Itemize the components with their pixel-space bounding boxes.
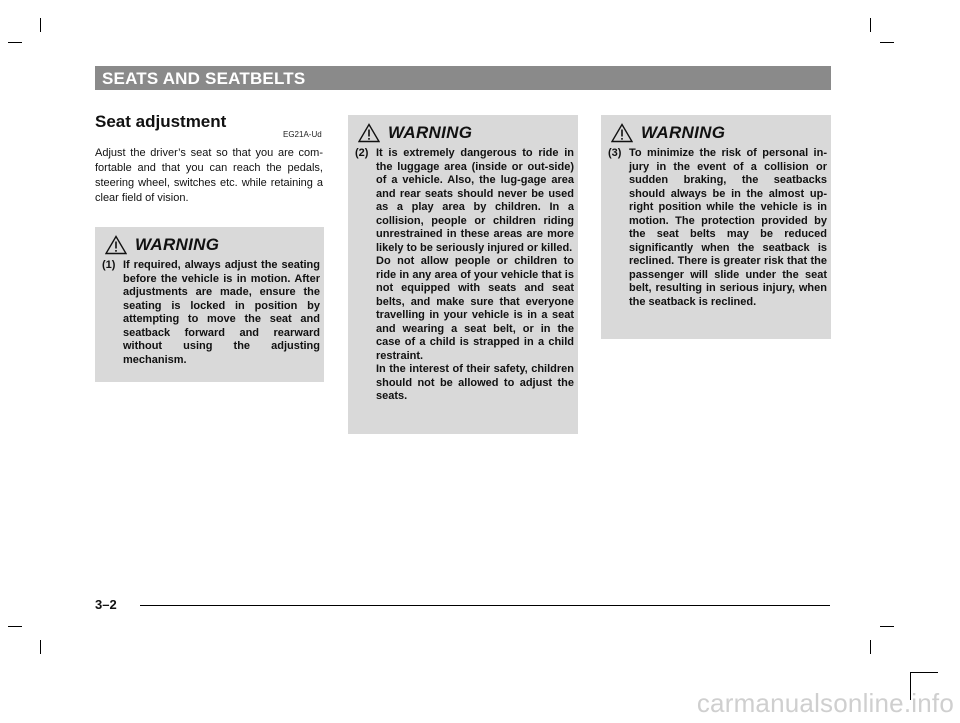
crop-mark — [40, 18, 41, 32]
crop-mark — [880, 42, 894, 43]
warning-box-3 — [601, 115, 831, 339]
warning-paragraph: It is extremely dangerous to ride in the luggage area (inside or out-side) of a vehicle. Also, the lug-gage area and rear seats should never be used as a play area by children. In a collision, people or children riding unrestrained in these areas are more likely to be seriously injured or killed. — [376, 147, 574, 254]
section-code: EG21A-Ud — [283, 130, 322, 139]
warning-item — [608, 147, 827, 309]
page-number: 3–2 — [95, 597, 117, 612]
warning-item — [355, 147, 574, 404]
warning-triangle-icon — [105, 235, 127, 255]
warning-item — [102, 259, 320, 367]
item-number: (2) — [355, 147, 369, 159]
warning-text — [629, 147, 827, 309]
warning-box-2 — [348, 115, 578, 434]
crop-mark — [870, 640, 871, 654]
warning-header — [105, 233, 219, 257]
crop-mark — [8, 626, 22, 627]
warning-text — [376, 147, 574, 404]
footer-rule — [140, 605, 830, 606]
chapter-header — [95, 66, 831, 90]
warning-header — [358, 121, 472, 145]
chapter-title: SEATS AND SEATBELTS — [102, 69, 306, 88]
crop-mark — [870, 18, 871, 32]
warning-triangle-icon — [611, 123, 633, 143]
watermark: carmanualsonline.info — [696, 688, 954, 718]
crop-mark — [40, 640, 41, 654]
warning-label: WARNING — [641, 123, 726, 142]
intro-paragraph: Adjust the driver’s seat so that you are com-fortable and that you can reach the pedals, steering wheel, switches etc. while retaining a clear field of vision. — [95, 147, 323, 204]
warning-paragraph: To minimize the risk of personal in-jury in the event of a collision or sudden braking, the seatbacks should always be in the almost up-right position while the vehicle is in motion. The protection provided by the seat belts may be reduced significantly when the seatback is reclined. There is greater risk that the passenger will slide under the seat belt, resulting in serious injury, when the seatback is reclined. — [629, 147, 827, 308]
warning-label: WARNING — [388, 123, 473, 142]
warning-box-1 — [95, 227, 324, 382]
warning-paragraph: Do not allow people or children to ride in any area of your vehicle that is not equipped with seats and seat belts, and make sure that everyone travelling in your vehicle is in a seat and wearing a seat belt, or in the case of a child is strapped in a child restraint. — [376, 255, 574, 362]
warning-paragraph: In the interest of their safety, children should not be allowed to adjust the seats. — [376, 363, 574, 402]
warning-triangle-icon — [358, 123, 380, 143]
warning-label: WARNING — [135, 235, 220, 254]
warning-header — [611, 121, 725, 145]
crop-mark — [8, 42, 22, 43]
crop-mark — [880, 626, 894, 627]
item-number: (1) — [102, 259, 116, 271]
item-number: (3) — [608, 147, 622, 159]
corner-mark — [910, 672, 938, 673]
section-title: Seat adjustment — [95, 112, 227, 131]
warning-paragraph: If required, always adjust the seating before the vehicle is in motion. After adjustments are made, ensure the seating is locked in position by attempting to move the seat and seatback forward and rearward without using the adjusting mechanism. — [123, 259, 320, 366]
warning-text — [123, 259, 320, 367]
